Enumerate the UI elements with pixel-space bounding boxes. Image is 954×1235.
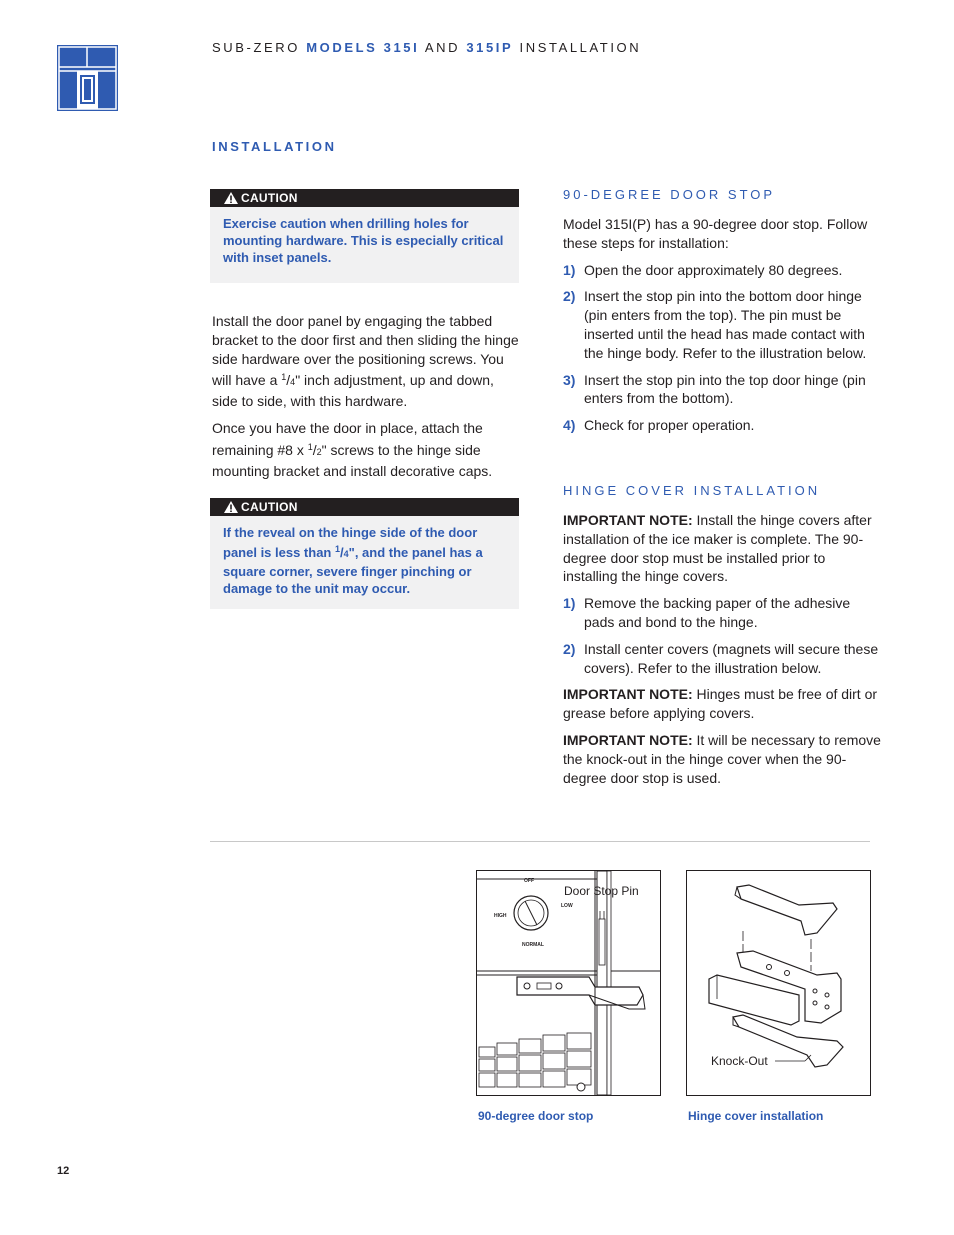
caution-text-start: If the reveal on the hinge side of the door panel is less than <box>223 525 478 560</box>
list-item <box>563 371 881 409</box>
step-text: Open the door approximately 80 degrees. <box>584 261 843 278</box>
page-number: 12 <box>57 1165 70 1177</box>
divider <box>210 841 870 842</box>
step-number: 2) <box>563 640 576 657</box>
note-label: IMPORTANT NOTE: <box>563 512 693 528</box>
sub-zero-logo <box>57 45 118 111</box>
hinge-cover-illustration <box>686 870 871 1096</box>
note-text: It will be necessary to remove the knock-out in the hinge cover when the 90-degree door stop is used. <box>563 731 881 786</box>
list-item <box>563 261 881 280</box>
install-p2-text: Once you have the door in place, attach the remaining #8 x <box>212 419 483 458</box>
important-note <box>563 511 881 586</box>
warning-icon <box>224 501 238 513</box>
hinge-cover-heading: HINGE COVER INSTALLATION <box>563 483 821 498</box>
hinge-cover-section <box>563 483 881 795</box>
fraction-denominator: 4 <box>343 549 349 559</box>
header-model-b: 315IP <box>466 40 514 55</box>
door-stop-section <box>563 187 881 443</box>
list-item <box>563 640 881 678</box>
header-suffix: INSTALLATION <box>519 40 642 55</box>
install-instructions <box>212 312 522 488</box>
fraction-numerator: 1 <box>335 544 341 554</box>
caution-box <box>210 498 519 609</box>
step-text: Install center covers (magnets will secure these covers). Refer to the illustration below. <box>584 640 879 676</box>
caution-box <box>210 189 519 283</box>
list-item <box>563 594 881 632</box>
dial-label: HIGH <box>494 913 507 919</box>
step-number: 3) <box>563 371 576 388</box>
fraction-slash: / <box>312 441 317 458</box>
header-model-a: 315I <box>383 40 420 55</box>
step-number: 2) <box>563 288 576 305</box>
install-p1-text: Install the door panel by engaging the tabbed bracket to the door first and then sliding the hinge side hardware over the positioning screws. You will have a <box>212 313 519 389</box>
note-text: Hinges must be free of dirt or grease before applying covers. <box>563 686 878 722</box>
step-text: Remove the backing paper of the adhesive pads and bond to the hinge. <box>584 595 851 630</box>
list-item <box>563 287 881 362</box>
dial-label: OFF <box>524 878 534 884</box>
fraction-denominator: 4 <box>290 377 296 388</box>
door-stop-pin-label: Door Stop Pin <box>564 884 639 898</box>
dial-label: NORMAL <box>522 942 544 948</box>
important-note <box>563 685 881 723</box>
install-paragraph-1 <box>212 312 522 411</box>
fraction-numerator: 1 <box>307 441 313 452</box>
caution-bar <box>210 498 519 516</box>
header-connector: AND <box>424 40 461 55</box>
install-paragraph-2 <box>212 419 522 480</box>
step-number: 1) <box>563 595 576 612</box>
running-header <box>212 40 641 55</box>
section-heading: INSTALLATION <box>212 139 337 154</box>
step-text: Check for proper operation. <box>584 417 755 434</box>
door-stop-illustration <box>476 870 661 1096</box>
header-models-label: MODELS <box>306 40 378 55</box>
note-text: Install the hinge covers after installation of the ice maker is complete. The 90-degree door stop must be installed prior to installing the hinge covers. <box>563 512 872 585</box>
note-label: IMPORTANT NOTE: <box>563 731 693 748</box>
step-text: Insert the stop pin into the bottom door hinge (pin enters from the top). The pin must be inserted until the head has made contact with the hinge body. Refer to the illustration below. <box>584 288 867 361</box>
knock-out-label: Knock-Out <box>711 1054 768 1068</box>
figure-caption: 90-degree door stop <box>478 1109 594 1123</box>
fraction-numerator: 1 <box>281 372 287 383</box>
list-item <box>563 416 881 435</box>
door-stop-intro: Model 315I(P) has a 90-degree door stop. Follow these steps for installation: <box>563 216 868 251</box>
step-number: 1) <box>563 261 576 278</box>
fraction-denominator: 2 <box>316 446 322 457</box>
caution-label: CAUTION <box>241 500 298 514</box>
install-p2-text-end: " screws to the hinge side mounting bracket and install decorative caps. <box>212 441 493 479</box>
note-label: IMPORTANT NOTE: <box>563 686 693 703</box>
step-text: Insert the stop pin into the top door hinge (pin enters from the bottom). <box>584 371 866 407</box>
figure-caption: Hinge cover installation <box>688 1109 824 1123</box>
install-p1-text-end: " inch adjustment, up and down, side to side, with this hardware. <box>212 372 494 410</box>
important-note <box>563 731 881 787</box>
caution-text <box>210 516 519 597</box>
fraction-slash: / <box>340 545 344 560</box>
header-brand: SUB-ZERO <box>212 40 300 55</box>
caution-bar <box>210 189 519 207</box>
dial-label: LOW <box>561 903 573 909</box>
warning-icon <box>224 192 238 204</box>
door-stop-heading: 90-DEGREE DOOR STOP <box>563 187 776 202</box>
step-number: 4) <box>563 417 576 434</box>
caution-label: CAUTION <box>241 191 298 205</box>
caution-text-end: ", and the panel has a square corner, severe finger pinching or damage to the unit may occur. <box>223 545 483 596</box>
caution-text: Exercise caution when drilling holes for mounting hardware. This is especially critical with inset panels. <box>223 216 504 265</box>
fraction-slash: / <box>286 372 291 389</box>
